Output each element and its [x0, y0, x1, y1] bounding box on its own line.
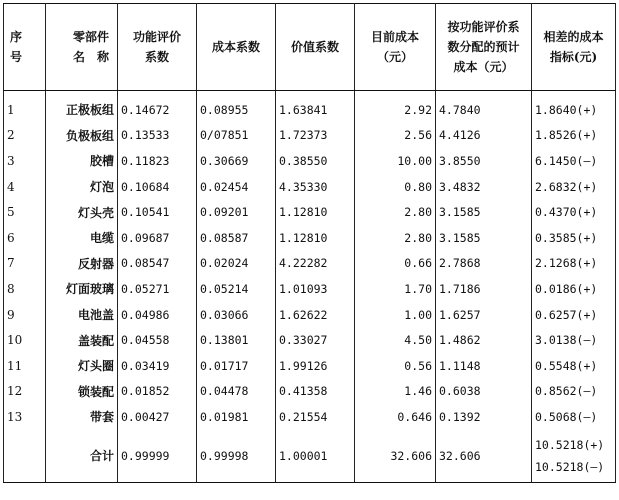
row-target-cost: 0.6038	[436, 379, 532, 405]
row-target-cost: 4.4126	[436, 123, 532, 149]
row-part-name: 灯头壳	[46, 199, 118, 225]
row-seq-cell: 8	[4, 276, 46, 302]
table-row	[4, 225, 616, 251]
header-cost-difference: 相差的成本 指标(元)	[532, 4, 616, 91]
row-seq-cell: 12	[4, 379, 46, 405]
row-current-cost: 2.92	[355, 91, 436, 123]
row-target-cost: 1.1148	[436, 353, 532, 379]
table-row	[4, 91, 616, 123]
row-cost-coefficient: 0.08587	[197, 225, 276, 251]
row-function-coefficient: 0.01852	[118, 379, 197, 405]
row-seq-cell: 13	[4, 404, 46, 430]
row-target-cost: 4.7840	[436, 91, 532, 123]
total-cost-coefficient: 0.99998	[197, 430, 276, 483]
row-cost-coefficient: 0.03066	[197, 302, 276, 328]
row-target-cost: 3.8550	[436, 148, 532, 174]
header-row	[4, 4, 616, 91]
row-function-coefficient: 0.09687	[118, 225, 197, 251]
row-target-cost: 3.1585	[436, 225, 532, 251]
row-value-coefficient: 0.33027	[276, 327, 355, 353]
total-current-cost: 32.606	[355, 430, 436, 483]
row-cost-coefficient: 0.02024	[197, 251, 276, 277]
row-function-coefficient: 0.10541	[118, 199, 197, 225]
header-current-cost: 目前成本 （元）	[355, 4, 436, 91]
row-part-name: 灯泡	[46, 174, 118, 200]
row-part-name: 正极板组	[46, 91, 118, 123]
row-value-coefficient: 1.12810	[276, 199, 355, 225]
row-value-coefficient: 0.41358	[276, 379, 355, 405]
row-cost-difference: 0.3585(+)	[532, 225, 616, 251]
cost-analysis-table	[3, 3, 616, 483]
row-function-coefficient: 0.04558	[118, 327, 197, 353]
table-row	[4, 379, 616, 405]
row-part-name: 灯面玻璃	[46, 276, 118, 302]
row-target-cost: 1.4862	[436, 327, 532, 353]
row-cost-coefficient: 0.01981	[197, 404, 276, 430]
header-value-coefficient: 价值系数	[276, 4, 355, 91]
table-row	[4, 174, 616, 200]
row-cost-coefficient: 0.05214	[197, 276, 276, 302]
row-function-coefficient: 0.11823	[118, 148, 197, 174]
row-value-coefficient: 1.12810	[276, 225, 355, 251]
row-part-name: 反射器	[46, 251, 118, 277]
row-current-cost: 0.56	[355, 353, 436, 379]
header-part-name: 零部件 名 称	[46, 4, 118, 91]
row-current-cost: 10.00	[355, 148, 436, 174]
row-part-name: 胶槽	[46, 148, 118, 174]
row-value-coefficient: 1.63841	[276, 91, 355, 123]
row-seq-cell: 11	[4, 353, 46, 379]
row-seq-cell: 9	[4, 302, 46, 328]
total-value-coefficient: 1.00001	[276, 430, 355, 483]
row-cost-difference: 6.1450(—)	[532, 148, 616, 174]
table-row	[4, 276, 616, 302]
row-seq-cell: 1	[4, 91, 46, 123]
row-cost-difference: 0.5068(—)	[532, 404, 616, 430]
row-current-cost: 0.646	[355, 404, 436, 430]
row-value-coefficient: 1.72373	[276, 123, 355, 149]
row-cost-difference: 0.4370(+)	[532, 199, 616, 225]
table-row	[4, 199, 616, 225]
row-part-name: 灯头圈	[46, 353, 118, 379]
row-current-cost: 1.70	[355, 276, 436, 302]
row-cost-coefficient: 0.08955	[197, 91, 276, 123]
row-value-coefficient: 0.38550	[276, 148, 355, 174]
row-cost-difference: 3.0138(—)	[532, 327, 616, 353]
row-current-cost: 2.80	[355, 225, 436, 251]
row-function-coefficient: 0.00427	[118, 404, 197, 430]
total-row	[4, 430, 616, 483]
row-part-name: 带套	[46, 404, 118, 430]
table-row	[4, 353, 616, 379]
row-function-coefficient: 0.10684	[118, 174, 197, 200]
row-part-name: 电缆	[46, 225, 118, 251]
row-function-coefficient: 0.14672	[118, 91, 197, 123]
total-function-coefficient: 0.99999	[118, 430, 197, 483]
row-value-coefficient: 4.22282	[276, 251, 355, 277]
total-target-cost: 32.606	[436, 430, 532, 483]
total-seq-cell	[4, 430, 46, 483]
row-cost-coefficient: 0.02454	[197, 174, 276, 200]
row-function-coefficient: 0.04986	[118, 302, 197, 328]
row-current-cost: 0.80	[355, 174, 436, 200]
row-target-cost: 2.7868	[436, 251, 532, 277]
row-cost-difference: 0.8562(—)	[532, 379, 616, 405]
row-cost-coefficient: 0.30669	[197, 148, 276, 174]
row-seq-cell: 10	[4, 327, 46, 353]
row-cost-coefficient: 0.13801	[197, 327, 276, 353]
row-cost-coefficient: 0.04478	[197, 379, 276, 405]
row-target-cost: 0.1392	[436, 404, 532, 430]
header-seq: 序 号	[4, 4, 46, 91]
header-function-coefficient: 功能评价 系数	[118, 4, 197, 91]
row-cost-difference: 2.6832(+)	[532, 174, 616, 200]
table-row	[4, 148, 616, 174]
row-current-cost: 1.00	[355, 302, 436, 328]
total-diff-minus: 10.5218(—)	[535, 459, 605, 474]
row-value-coefficient: 4.35330	[276, 174, 355, 200]
row-current-cost: 0.66	[355, 251, 436, 277]
row-cost-difference: 1.8526(+)	[532, 123, 616, 149]
row-cost-difference: 0.0186(+)	[532, 276, 616, 302]
row-seq-cell: 5	[4, 199, 46, 225]
row-target-cost: 3.1585	[436, 199, 532, 225]
row-value-coefficient: 0.21554	[276, 404, 355, 430]
row-part-name: 锁装配	[46, 379, 118, 405]
row-target-cost: 1.7186	[436, 276, 532, 302]
row-cost-difference: 0.5548(+)	[532, 353, 616, 379]
table-row	[4, 302, 616, 328]
row-seq-cell: 3	[4, 148, 46, 174]
row-cost-coefficient: 0.01717	[197, 353, 276, 379]
row-value-coefficient: 1.62622	[276, 302, 355, 328]
table-row	[4, 327, 616, 353]
total-diff-plus: 10.5218(+)	[535, 437, 605, 452]
table-row	[4, 123, 616, 149]
row-part-name: 负极板组	[46, 123, 118, 149]
row-cost-difference: 2.1268(+)	[532, 251, 616, 277]
header-target-cost: 按功能评价系 数分配的预计 成本（元）	[436, 4, 532, 91]
row-value-coefficient: 1.01093	[276, 276, 355, 302]
row-current-cost: 1.46	[355, 379, 436, 405]
row-seq-cell: 2	[4, 123, 46, 149]
header-cost-coefficient: 成本系数	[197, 4, 276, 91]
row-function-coefficient: 0.08547	[118, 251, 197, 277]
row-cost-difference: 1.8640(+)	[532, 91, 616, 123]
row-current-cost: 2.56	[355, 123, 436, 149]
row-seq-cell: 4	[4, 174, 46, 200]
row-cost-difference: 0.6257(+)	[532, 302, 616, 328]
row-function-coefficient: 0.03419	[118, 353, 197, 379]
row-function-coefficient: 0.13533	[118, 123, 197, 149]
row-current-cost: 4.50	[355, 327, 436, 353]
row-part-name: 电池盖	[46, 302, 118, 328]
total-label: 合计	[46, 430, 118, 483]
table-row	[4, 251, 616, 277]
row-target-cost: 3.4832	[436, 174, 532, 200]
row-function-coefficient: 0.05271	[118, 276, 197, 302]
table-row	[4, 404, 616, 430]
row-seq-cell: 6	[4, 225, 46, 251]
row-cost-coefficient: 0.09201	[197, 199, 276, 225]
total-cost-difference	[532, 430, 616, 483]
row-target-cost: 1.6257	[436, 302, 532, 328]
row-value-coefficient: 1.99126	[276, 353, 355, 379]
row-part-name: 盖装配	[46, 327, 118, 353]
row-current-cost: 2.80	[355, 199, 436, 225]
row-seq-cell: 7	[4, 251, 46, 277]
row-cost-coefficient: 0/07851	[197, 123, 276, 149]
